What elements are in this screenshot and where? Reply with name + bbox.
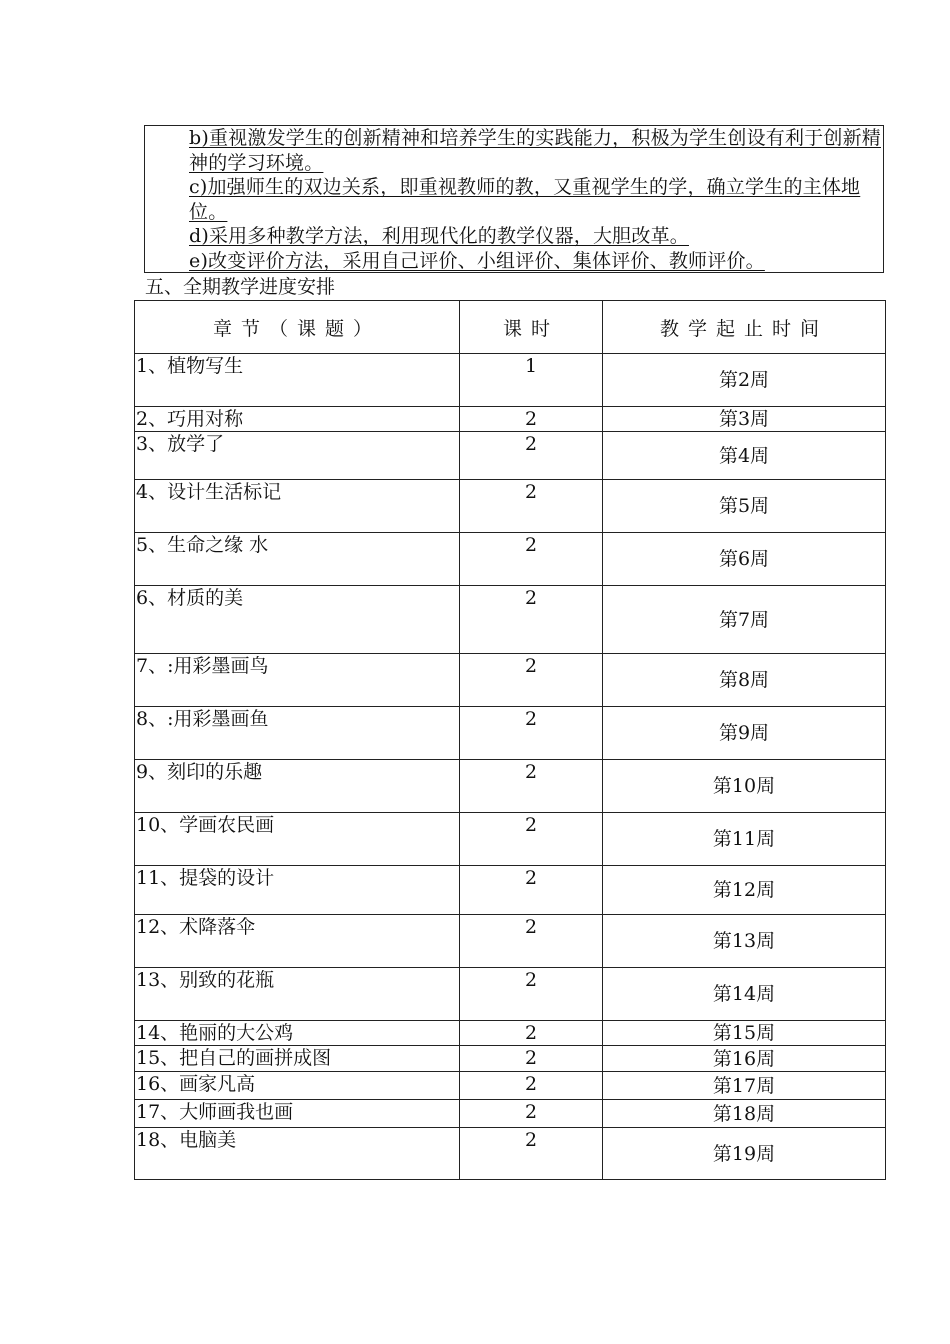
table-header-row	[135, 301, 886, 354]
row-hours: 2	[460, 1021, 603, 1046]
row-week: 第10周	[603, 760, 886, 813]
schedule-table	[134, 300, 886, 1180]
measure-d: d)采用多种教学方法，利用现代化的教学仪器，大胆改革。	[189, 225, 689, 247]
table-row	[135, 654, 886, 707]
row-name: 4、设计生活标记	[135, 480, 460, 533]
row-name: 11、提袋的设计	[135, 866, 460, 915]
row-week: 第16周	[603, 1046, 886, 1072]
row-week: 第18周	[603, 1100, 886, 1128]
measure-b: b)重视激发学生的创新精神和培养学生的实践能力，积极为学生创设有利于创新精神的学习环境。	[189, 127, 881, 174]
row-hours: 2	[460, 533, 603, 586]
row-week: 第6周	[603, 533, 886, 586]
row-week: 第15周	[603, 1021, 886, 1046]
row-week: 第13周	[603, 915, 886, 968]
row-week: 第17周	[603, 1072, 886, 1100]
row-week: 第14周	[603, 968, 886, 1021]
row-hours: 2	[460, 1100, 603, 1128]
row-hours: 2	[460, 866, 603, 915]
row-name: 3、放学了	[135, 432, 460, 480]
table-row	[135, 354, 886, 407]
row-hours: 2	[460, 407, 603, 432]
teaching-measures-box	[144, 125, 884, 273]
row-hours: 2	[460, 1046, 603, 1072]
row-week: 第11周	[603, 813, 886, 866]
row-hours: 1	[460, 354, 603, 407]
table-row	[135, 915, 886, 968]
row-hours: 2	[460, 586, 603, 654]
row-hours: 2	[460, 480, 603, 533]
table-row	[135, 407, 886, 432]
table-row	[135, 760, 886, 813]
row-week: 第4周	[603, 432, 886, 480]
header-time: 教学起止时间	[603, 301, 886, 354]
row-hours: 2	[460, 813, 603, 866]
section-heading: 五、全期教学进度安排	[145, 276, 336, 298]
row-name: 6、材质的美	[135, 586, 460, 654]
row-hours: 2	[460, 760, 603, 813]
row-name: 14、艳丽的大公鸡	[135, 1021, 460, 1046]
row-name: 12、术降落伞	[135, 915, 460, 968]
row-name: 8、:用彩墨画鱼	[135, 707, 460, 760]
table-row	[135, 1072, 886, 1100]
header-hours: 课时	[460, 301, 603, 354]
table-row	[135, 1128, 886, 1180]
row-week: 第19周	[603, 1128, 886, 1180]
row-name: 13、别致的花瓶	[135, 968, 460, 1021]
row-hours: 2	[460, 968, 603, 1021]
row-hours: 2	[460, 707, 603, 760]
table-row	[135, 586, 886, 654]
header-chapter: 章节（课题）	[135, 301, 460, 354]
row-name: 9、刻印的乐趣	[135, 760, 460, 813]
row-name: 5、生命之缘 水	[135, 533, 460, 586]
table-row	[135, 432, 886, 480]
table-row	[135, 1021, 886, 1046]
row-name: 16、画家凡高	[135, 1072, 460, 1100]
row-name: 7、:用彩墨画鸟	[135, 654, 460, 707]
row-name: 2、巧用对称	[135, 407, 460, 432]
table-row	[135, 1046, 886, 1072]
measure-e: e)改变评价方法，采用自己评价、小组评价、集体评价、教师评价。	[189, 249, 765, 272]
row-name: 17、大师画我也画	[135, 1100, 460, 1128]
row-week: 第9周	[603, 707, 886, 760]
row-name: 10、学画农民画	[135, 813, 460, 866]
row-week: 第3周	[603, 407, 886, 432]
row-name: 18、电脑美	[135, 1128, 460, 1180]
row-hours: 2	[460, 915, 603, 968]
table-row	[135, 1100, 886, 1128]
table-row	[135, 813, 886, 866]
table-row	[135, 707, 886, 760]
row-week: 第8周	[603, 654, 886, 707]
row-week: 第2周	[603, 354, 886, 407]
row-hours: 2	[460, 432, 603, 480]
row-hours: 2	[460, 654, 603, 707]
row-hours: 2	[460, 1128, 603, 1180]
table-row	[135, 480, 886, 533]
table-row	[135, 968, 886, 1021]
table-row	[135, 866, 886, 915]
row-hours: 2	[460, 1072, 603, 1100]
table-row	[135, 533, 886, 586]
row-week: 第12周	[603, 866, 886, 915]
row-week: 第7周	[603, 586, 886, 654]
row-week: 第5周	[603, 480, 886, 533]
row-name: 1、植物写生	[135, 354, 460, 407]
measure-c: c)加强师生的双边关系，即重视教师的教，又重视学生的学，确立学生的主体地位。	[189, 176, 861, 223]
row-name: 15、把自己的画拼成图	[135, 1046, 460, 1072]
